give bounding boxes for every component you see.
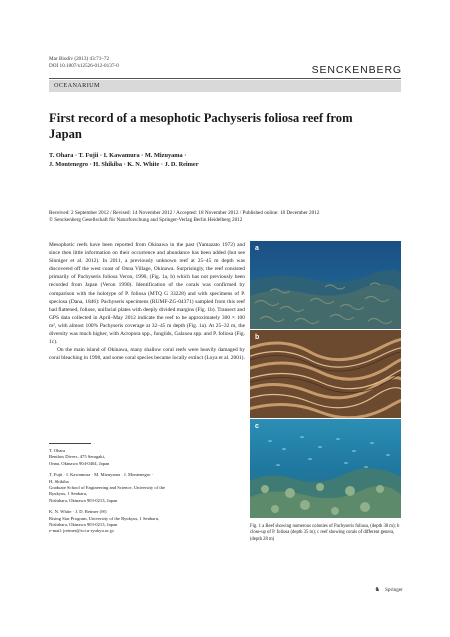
doi-line: DOI 10.1007/s12526-012-0137-0 (49, 63, 119, 69)
photo-panel-b (250, 330, 401, 418)
email-link[interactable]: e-mail: jreimer@sci.u-ryukyu.ac.jp (49, 528, 114, 534)
panel-letter-c: c (255, 423, 259, 430)
authors-line-1: T. Ohara · T. Fujii · I. Kawamura · M. Mizuyama · (49, 152, 187, 159)
journal-volume-line: Mar Biodiv (2013) 43:71–72 (49, 56, 110, 62)
author-list (49, 151, 369, 170)
affiliation-line: Ryukyus, 1 Senbaru, (49, 491, 88, 497)
affiliation-line: Nishihara, Okinawa 903-0213, Japan (49, 522, 118, 528)
affiliation-line: Benthos Divers, 475 Seragaki, (49, 454, 106, 460)
affiliation-2 (49, 472, 245, 504)
figure-1 (250, 241, 401, 518)
paragraph-1: Mesophotic reefs have been reported from Okinawa in the past (Yamazato 1972) and since then little information on their occurrence and abundance has been added (but see Sinniger et al. 2012). In 2011, a previously unknown reef at 25–45 m depth was discovered off the west coast of Onna Village, Okinawa. Surprisingly, the reef consisted primarily of Pachyseris foliosa Veron, 1990, (Fig. 1a, b) which has not previously been recorded from Japan (Veron 1990). Identification of the corals was confirmed by comparison with the holotype of P. foliosa (MTQ G 33228) and with specimens of P. speciosa (Dana, 1846): Pachyseris specimens (RUMF-ZG-04371) sampled from this reef had flattened, foliose, unifacial plates with deeply divided margins (Fig. 1b). Transect and GPS data collected in April–May 2012 indicate the reef to be approximately 300 × 100 m², with almost 100% Pachyseris coverage at 32–45 m depth (Fig. 1a). At 25–32 m, the diversity was much higher, with Acropora spp., fungiids, Galaxea spp. and P. foliosa (Fig. 1c). (49, 242, 245, 346)
photo-panel-a (250, 241, 401, 329)
paragraph-2: On the main island of Okinawa, many shallow coral reefs were heavily damaged by coral bleaching in 1998, and some coral species became locally extinct (Loya et al. 2001). (49, 347, 245, 362)
header-divider (49, 78, 401, 79)
affiliation-line: K. N. White · J. D. Reimer (✉) (49, 509, 107, 515)
copyright-line: © Senckenberg Gesellschaft für Naturforschung and Springer-Verlag Berlin Heidelberg 2012 (49, 216, 243, 223)
affiliation-line: T. Fujii · I. Kawamura · M. Mizuyama · J. Montenegro · (49, 472, 154, 478)
affiliation-line: Graduate School of Engineering and Science, University of the (49, 485, 165, 491)
affiliation-divider (49, 443, 91, 444)
authors-line-2: J. Montenegro · H. Shikiba · K. N. White · J. D. Reimer (49, 161, 199, 169)
affiliation-line: Nishihara, Okinawa 903-0213, Japan (49, 497, 118, 503)
figure-caption: Fig. 1 a Reef showing numerous colonies of Pachyseris foliosa, (depth 38 m); b close-up of P. foliosa (depth 35 m); c reef showing corals of different genera, (depth 28 m) (250, 524, 400, 542)
affiliation-line: Rising Star Program, University of the Ryukyus, 1 Senbaru, (49, 515, 160, 521)
publisher-logo: SENCKENBERG (311, 64, 402, 76)
affiliations (49, 448, 245, 540)
article-title: First record of a mesophotic Pachyseris foliosa reef from Japan (49, 111, 353, 141)
affiliation-1 (49, 448, 245, 467)
panel-letter-b: b (255, 334, 260, 341)
body-text (49, 241, 245, 362)
springer-logo: Springer (385, 587, 403, 593)
affiliation-line: H. Shikiba (49, 478, 69, 484)
affiliation-line: T. Ohara (49, 448, 65, 453)
springer-horse-icon: ♞ (374, 587, 380, 593)
journal-citation (49, 56, 119, 70)
affiliation-line: Onna, Okinawa 904-0404, Japan (49, 460, 110, 466)
panel-letter-a: a (255, 245, 259, 252)
dates-line: Received: 2 September 2012 / Revised: 14 November 2012 / Accepted: 18 November 2012 / Published online: 18 December 2012 (49, 210, 320, 216)
publication-dates (49, 210, 401, 224)
section-band (49, 80, 401, 92)
section-label: OCEANARIUM (54, 82, 100, 89)
affiliation-3 (49, 509, 245, 535)
photo-panel-c (250, 419, 401, 518)
